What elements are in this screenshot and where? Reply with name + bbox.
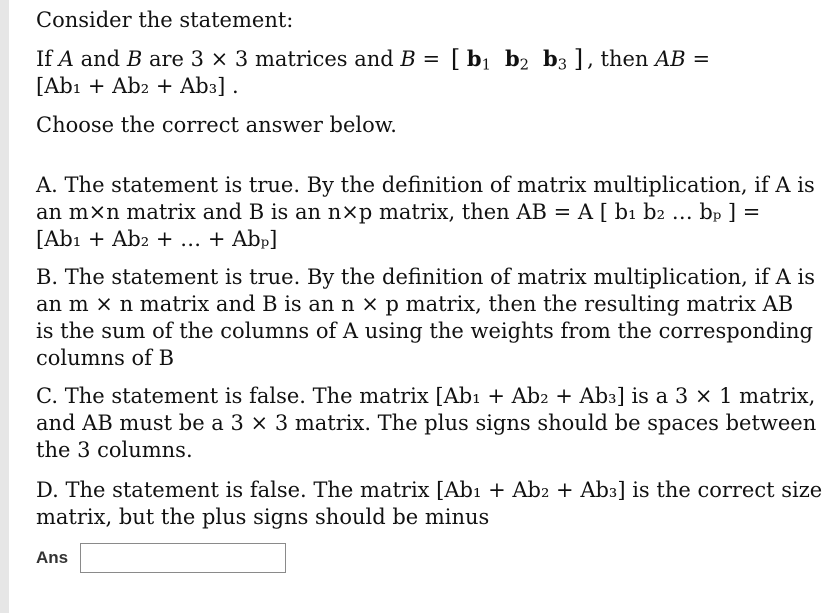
option-c-letter: C. [36, 384, 58, 408]
option-b-line: columns of B [36, 346, 175, 370]
option-b-line: is the sum of the columns of A using the weights from the corresponding [36, 319, 813, 343]
option-a-letter: A. [36, 173, 58, 197]
answer-row [36, 540, 286, 576]
statement-var-b-2: B [400, 47, 416, 71]
option-d[interactable] [36, 477, 823, 531]
option-c[interactable] [36, 383, 817, 464]
statement-equals: = [422, 47, 441, 71]
statement-var-a: A [58, 47, 74, 71]
question-prompt: Choose the correct answer below. [36, 113, 397, 137]
question-intro: Consider the statement: [36, 8, 294, 32]
statement-then: , then [587, 47, 649, 71]
answer-label: Ans [36, 548, 69, 567]
statement-and: and [80, 47, 121, 71]
option-a-line: an m×n matrix and B is an n×p matrix, then AB = A [ b₁ b₂ … bₚ ] = [36, 200, 761, 224]
option-d-line: The statement is false. The matrix [Ab₁ + Ab₂ + Ab₃] is the correct size [65, 478, 823, 502]
option-a-line: [Ab₁ + Ab₂ + … + Abₚ] [36, 227, 278, 251]
option-c-line: The statement is false. The matrix [Ab₁ + Ab₂ + Ab₃] is a 3 × 1 matrix, [64, 384, 816, 408]
option-c-line: the 3 columns. [36, 438, 193, 462]
statement-equals-2: = [692, 47, 711, 71]
option-b-line: The statement is true. By the definition of matrix multiplication, if A is [64, 265, 815, 289]
option-c-line: and AB must be a 3 × 3 matrix. The plus signs should be spaces between [36, 411, 817, 435]
statement-result: [Ab₁ + Ab₂ + Ab₃] . [36, 74, 239, 98]
statement-var-b: B [126, 47, 143, 71]
option-b-line: an m × n matrix and B is an n × p matrix, then the resulting matrix AB [36, 292, 794, 316]
option-b[interactable] [36, 264, 815, 372]
matrix-b-columns: [ $b_1$ $b_2$ $b_3$ ] [450, 45, 584, 74]
option-b-letter: B. [36, 265, 59, 289]
option-d-letter: D. [36, 478, 59, 502]
statement-if: If [36, 47, 53, 71]
answer-input[interactable] [80, 543, 286, 573]
option-d-line: matrix, but the plus signs should be minus [36, 505, 490, 529]
statement-dims: are 3 × 3 matrices and [148, 47, 394, 71]
statement-ab: AB [655, 47, 686, 71]
option-a[interactable] [36, 172, 815, 253]
left-margin-bar [0, 0, 9, 613]
option-a-line: The statement is true. By the definition of matrix multiplication, if A is [64, 173, 815, 197]
question-statement [36, 45, 766, 100]
